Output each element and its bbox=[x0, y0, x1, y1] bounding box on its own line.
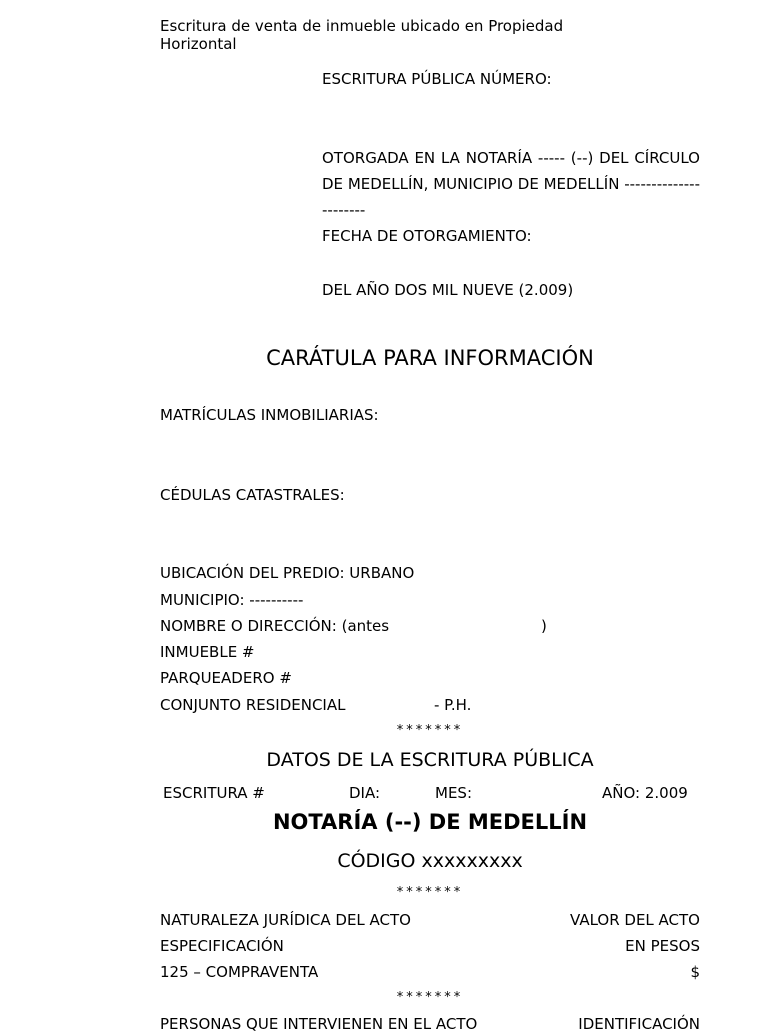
fecha-otorgamiento-label: FECHA DE OTORGAMIENTO: bbox=[322, 227, 532, 245]
cedulas-label: CÉDULAS CATASTRALES: bbox=[160, 486, 345, 504]
parqueadero-line: PARQUEADERO # bbox=[160, 669, 292, 687]
document-title: Escritura de venta de inmueble ubicado en Propiedad Horizontal bbox=[160, 17, 564, 53]
identificacion-label: IDENTIFICACIÓN bbox=[578, 1015, 700, 1033]
nombre-direccion-close: ) bbox=[541, 617, 547, 635]
ubicacion-predio: UBICACIÓN DEL PREDIO: URBANO bbox=[160, 564, 415, 582]
compraventa-line: 125 – COMPRAVENTA bbox=[160, 963, 319, 981]
datos-anio: AÑO: 2.009 bbox=[602, 784, 688, 802]
especificacion-label: ESPECIFICACIÓN bbox=[160, 937, 284, 955]
dollar-sign: $ bbox=[690, 963, 700, 981]
matriculas-label: MATRÍCULAS INMOBILIARIAS: bbox=[160, 406, 379, 424]
caratula-heading: CARÁTULA PARA INFORMACIÓN bbox=[266, 346, 594, 370]
anio-text: DEL AÑO DOS MIL NUEVE (2.009) bbox=[322, 281, 574, 299]
codigo-line: CÓDIGO xxxxxxxxx bbox=[337, 850, 523, 872]
otorgada-paragraph: OTORGADA EN LA NOTARÍA ----- (--) DEL CÍRCULO DE MEDELLÍN, MUNICIPIO DE MEDELLÍN ---------------------- bbox=[322, 149, 700, 219]
personas-label: PERSONAS QUE INTERVIENEN EN EL ACTO bbox=[160, 1015, 478, 1033]
conjunto-residencial-line: CONJUNTO RESIDENCIAL bbox=[160, 696, 346, 714]
naturaleza-label: NATURALEZA JURÍDICA DEL ACTO bbox=[160, 911, 411, 929]
separator-stars: ******* bbox=[396, 885, 464, 900]
en-pesos-label: EN PESOS bbox=[625, 937, 700, 955]
separator-stars: ******* bbox=[396, 723, 464, 738]
notaria-heading: NOTARÍA (--) DE MEDELLÍN bbox=[272, 810, 588, 834]
nombre-direccion-line: NOMBRE O DIRECCIÓN: (antes bbox=[160, 617, 390, 635]
municipio-line: MUNICIPIO: ---------- bbox=[160, 591, 304, 609]
datos-mes: MES: bbox=[435, 784, 472, 802]
valor-acto-label: VALOR DEL ACTO bbox=[570, 911, 700, 929]
datos-dia: DIA: bbox=[349, 784, 381, 802]
datos-escritura: ESCRITURA # bbox=[163, 784, 265, 802]
escritura-numero-label: ESCRITURA PÚBLICA NÚMERO: bbox=[322, 70, 552, 88]
datos-heading: DATOS DE LA ESCRITURA PÚBLICA bbox=[266, 749, 594, 771]
separator-stars: ******* bbox=[396, 990, 464, 1005]
ph-label: - P.H. bbox=[434, 696, 472, 714]
inmueble-line: INMUEBLE # bbox=[160, 643, 255, 661]
